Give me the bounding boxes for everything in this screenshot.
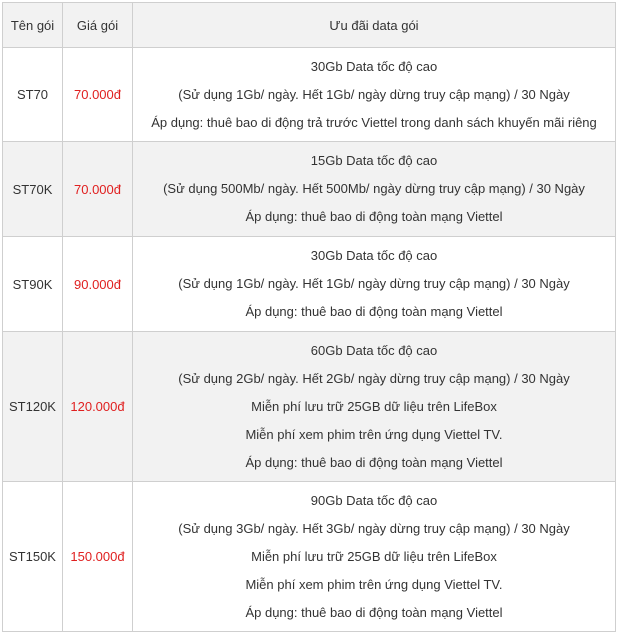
package-details (133, 48, 616, 142)
detail-line: 30Gb Data tốc độ cao (310, 248, 438, 263)
package-name: ST70 (3, 48, 63, 142)
package-details (133, 237, 616, 332)
package-price: 70.000đ (63, 48, 133, 142)
package-row-st70 (3, 48, 616, 142)
detail-line: Áp dụng: thuê bao di động toàn mạng Viettel (245, 454, 503, 470)
package-table (2, 2, 616, 632)
detail-line: Miễn phí xem phim trên ứng dụng Viettel TV. (245, 576, 503, 592)
detail-line: Miễn phí xem phim trên ứng dụng Viettel TV. (245, 426, 503, 442)
header-row (3, 3, 616, 48)
detail-line: Áp dụng: thuê bao di động trả trước Viettel trong danh sách khuyến mãi riêng (151, 114, 597, 130)
detail-line: 90Gb Data tốc độ cao (310, 492, 438, 508)
header-data-offer: Ưu đãi data gói (133, 3, 616, 48)
package-price: 90.000đ (63, 237, 133, 332)
detail-line: (Sử dụng 500Mb/ ngày. Hết 500Mb/ ngày dừng truy cập mạng) / 30 Ngày (163, 181, 585, 196)
detail-line: Áp dụng: thuê bao di động toàn mạng Viettel (245, 304, 503, 319)
header-package-name: Tên gói (3, 3, 63, 48)
package-row-st70k (3, 142, 616, 237)
package-price: 150.000đ (63, 482, 133, 632)
detail-line: (Sử dụng 2Gb/ ngày. Hết 2Gb/ ngày dừng truy cập mạng) / 30 Ngày (178, 370, 570, 386)
package-details (133, 332, 616, 482)
package-details (133, 142, 616, 237)
package-row-st150k (3, 482, 616, 632)
package-row-st120k (3, 332, 616, 482)
package-price: 120.000đ (63, 332, 133, 482)
detail-line: (Sử dụng 1Gb/ ngày. Hết 1Gb/ ngày dừng truy cập mạng) / 30 Ngày (178, 276, 570, 291)
package-name: ST70K (3, 142, 63, 237)
header-package-price: Giá gói (63, 3, 133, 48)
detail-line: (Sử dụng 3Gb/ ngày. Hết 3Gb/ ngày dừng truy cập mạng) / 30 Ngày (178, 520, 570, 536)
package-name: ST120K (3, 332, 63, 482)
detail-line: 15Gb Data tốc độ cao (310, 153, 438, 168)
detail-line: 30Gb Data tốc độ cao (310, 58, 438, 74)
package-row-st90k (3, 237, 616, 332)
detail-line: Miễn phí lưu trữ 25GB dữ liệu trên LifeBox (251, 548, 497, 564)
detail-line: Áp dụng: thuê bao di động toàn mạng Viettel (245, 604, 503, 620)
detail-line: 60Gb Data tốc độ cao (310, 342, 438, 358)
detail-line: (Sử dụng 1Gb/ ngày. Hết 1Gb/ ngày dừng truy cập mạng) / 30 Ngày (178, 86, 570, 102)
package-name: ST150K (3, 482, 63, 632)
package-details (133, 482, 616, 632)
detail-line: Miễn phí lưu trữ 25GB dữ liệu trên LifeBox (251, 398, 497, 414)
package-name: ST90K (3, 237, 63, 332)
package-price: 70.000đ (63, 142, 133, 237)
detail-line: Áp dụng: thuê bao di động toàn mạng Viettel (245, 209, 503, 224)
